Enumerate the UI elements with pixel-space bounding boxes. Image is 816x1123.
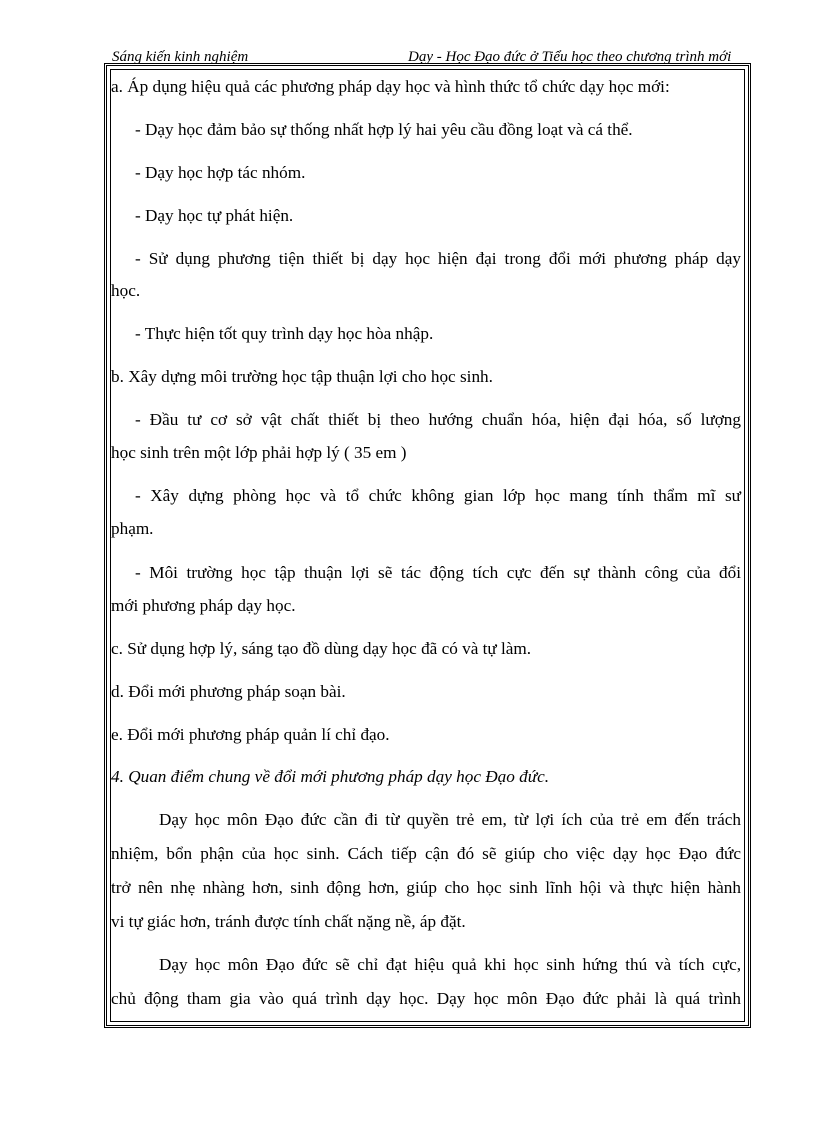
item-b-heading: b. Xây dựng môi trường học tập thuận lợi cho học sinh. <box>111 367 493 386</box>
paragraph-line: Dạy học môn Đạo đức cần đi từ quyền trẻ em, từ lợi ích của trẻ em đến trách <box>159 810 741 829</box>
bullet-line: - Đầu tư cơ sở vật chất thiết bị theo hướng chuẩn hóa, hiện đại hóa, số lượng <box>135 410 741 429</box>
bullet-line: - Sử dụng phương tiện thiết bị dạy học hiện đại trong đổi mới phương pháp dạy <box>135 249 741 268</box>
paragraph-line: vi tự giác hơn, tránh được tính chất nặng nề, áp đặt. <box>111 912 466 931</box>
bullet-line-continuation: phạm. <box>111 519 154 538</box>
bullet-line: - Dạy học đảm bảo sự thống nhất hợp lý hai yêu cầu đồng loạt và cá thể. <box>135 120 633 139</box>
bullet-line: - Môi trường học tập thuận lợi sẽ tác động tích cực đến sự thành công của đổi <box>135 563 741 582</box>
item-e-heading: e. Đổi mới phương pháp quản lí chỉ đạo. <box>111 725 390 744</box>
section-4-heading: 4. Quan điểm chung về đổi mới phương pháp dạy học Đạo đức. <box>111 767 550 786</box>
bullet-line: - Dạy học hợp tác nhóm. <box>135 163 306 182</box>
item-c-heading: c. Sử dụng hợp lý, sáng tạo đồ dùng dạy học đã có và tự làm. <box>111 639 532 658</box>
bullet-line-continuation: mới phương pháp dạy học. <box>111 596 296 615</box>
item-d-heading: d. Đổi mới phương pháp soạn bài. <box>111 682 346 701</box>
header-right-title: Dạy - Học Đạo đức ở Tiểu học theo chương trình mới <box>408 49 732 65</box>
paragraph-line: chủ động tham gia vào quá trình dạy học. Dạy học môn Đạo đức phải là quá trình <box>111 989 741 1008</box>
bullet-line: - Thực hiện tốt quy trình dạy học hòa nhập. <box>135 324 434 343</box>
paragraph-line: Dạy học môn Đạo đức sẽ chỉ đạt hiệu quả khi học sinh hứng thú và tích cực, <box>159 955 741 974</box>
paragraph-line: nhiệm, bổn phận của học sinh. Cách tiếp cận đó sẽ giúp cho việc dạy học Đạo đức <box>111 844 741 863</box>
bullet-line: - Xây dựng phòng học và tổ chức không gian lớp học mang tính thẩm mĩ sư <box>135 486 741 505</box>
paragraph-line: trở nên nhẹ nhàng hơn, sinh động hơn, giúp cho học sinh lĩnh hội và thực hiện hành <box>111 878 741 897</box>
bullet-line-continuation: học. <box>111 281 141 300</box>
item-a-heading: a. Áp dụng hiệu quả các phương pháp dạy học và hình thức tổ chức dạy học mới: <box>111 77 670 96</box>
bullet-line-continuation: học sinh trên một lớp phải hợp lý ( 35 em ) <box>111 443 407 462</box>
bullet-line: - Dạy học tự phát hiện. <box>135 206 294 225</box>
header-left-title: Sáng kiến kinh nghiệm <box>112 49 249 65</box>
